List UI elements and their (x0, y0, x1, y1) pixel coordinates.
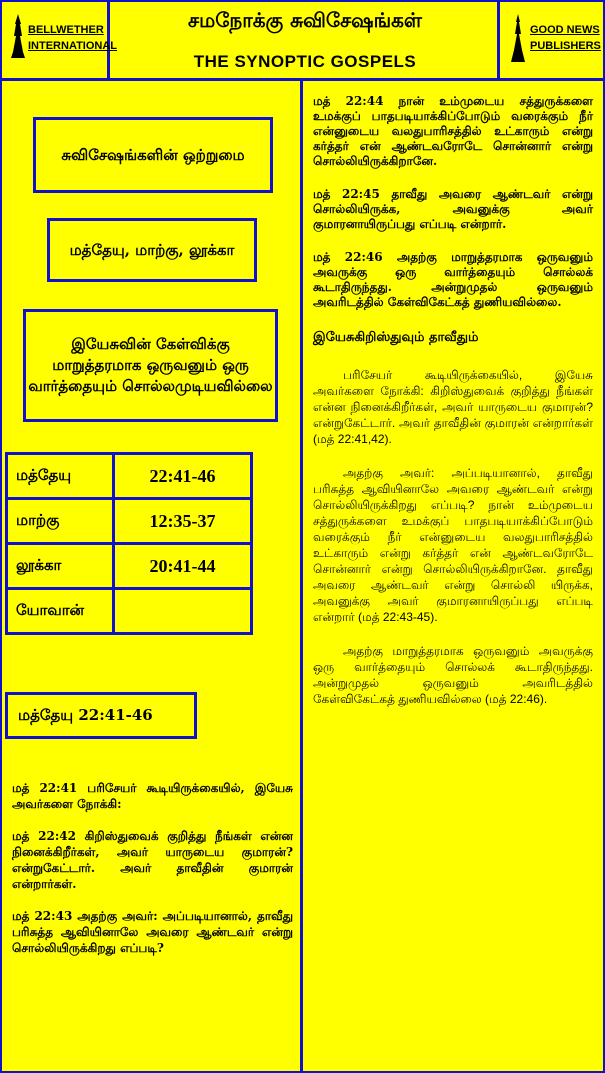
table-row (7, 589, 252, 634)
book-name: மாற்கு (7, 499, 114, 544)
title-box-unity (33, 117, 273, 193)
title-box-books (47, 218, 257, 282)
section-reference-box (5, 692, 197, 739)
verse-text: மத் 22:43 அதற்கு அவர்: அப்படியானால், தாவீது பரிசுத்த ஆவியினாலே அவரை ஆண்டவர் என்று சொல்லியிருக்கிறது எப்படி? (12, 909, 293, 955)
reference-cell: 20:41-44 (114, 544, 252, 589)
book-name: மத்தேயு (7, 454, 114, 499)
verse-text: மத் 22:42 கிறிஸ்துவைக் குறித்து நீங்கள் என்ன நினைக்கிறீர்கள், அவர் யாருடைய குமாரன்? என்றுகேட்டார். அவர் தாவீதின் குமாரன் என்றார்கள். (12, 829, 293, 891)
good-news-logo (497, 2, 603, 78)
reference-cell: 22:41-46 (114, 454, 252, 499)
tower-icon (510, 14, 526, 62)
verse-text: மத் 22:46 அதற்கு மாறுத்தரமாக ஒருவனும் அவருக்கு ஒரு வார்த்தையும் சொல்லக் கூடாதிருந்தது. அன்றுமுதல் ஒருவனும் அவரிடத்தில் கேள்விகேட்கத் துணியவில்லை. (313, 250, 593, 309)
title-box-unity-text: சுவிசேஷங்களின் ஒற்றுமை (61, 145, 245, 164)
table-row (7, 544, 252, 589)
book-name: யோவான் (7, 589, 114, 634)
bell-tower-icon (10, 14, 26, 58)
right-column (313, 94, 593, 725)
section-heading: இயேசுகிறிஸ்துவும் தாவீதும் (313, 330, 479, 345)
title-english: THE SYNOPTIC GOSPELS (193, 52, 417, 71)
verse-text: மத் 22:44 நான் உம்முடைய சத்துருக்களை உமக்குப் பாதபடியாக்கிப்போடும் வரைக்கும் நீர் என்னுடைய வலதுபாரிசத்தில் உட்காரும் என்று கர்த்தர் என் ஆண்டவரோடே சொன்னார் என்று சொல்லியிருக்கிறானே. (313, 94, 593, 168)
bellwether-logo (2, 2, 118, 78)
reference-table (5, 452, 253, 635)
reference-cell (114, 589, 252, 634)
column-divider (300, 81, 303, 1071)
header (2, 2, 603, 81)
good-news-logo-text: GOOD NEWS PUBLISHERS (530, 24, 601, 52)
reference-cell: 12:35-37 (114, 499, 252, 544)
section-reference: மத்தேயு 22:41-46 (18, 705, 153, 724)
left-verses (12, 780, 293, 972)
verse-text: மத் 22:45 தாவீது அவரை ஆண்டவர் என்று சொல்லியிருக்க, அவனுக்கு அவர் குமாரனாயிருப்பது எப்படி என்றார். (313, 187, 593, 231)
title-tamil: சமநோக்கு சுவிசேஷங்கள் (188, 8, 422, 32)
table-row (7, 499, 252, 544)
title-box-books-text: மத்தேயு, மாற்கு, லூக்கா (69, 240, 235, 259)
title-box-question-text: இயேசுவின் கேள்விக்கு மாறுத்தரமாக ஒருவனும் ஒரு வார்த்தையும் சொல்லமுடியவில்லை (28, 335, 273, 395)
narrative-paragraph: பரிசேயர் கூடியிருக்கையில், இயேசு அவர்களை நோக்கி: கிறிஸ்துவைக் குறித்து நீங்கள் என்ன நினைக்கிறீர்கள், அவர் யாருடைய குமாரன்? என்றுகேட்டார். அவர் தாவீதின் குமாரன் என்றார்கள் (மத் 22:41,42). (313, 368, 593, 446)
narrative-paragraph: அதற்கு மாறுத்தரமாக ஒருவனும் அவருக்கு ஒரு வார்த்தையும் சொல்லக் கூடாதிருந்தது. அன்றுமுதல் ஒருவனும் அவரிடத்தில் கேள்விகேட்கத் துணியவில்லை (மத் 22:46). (313, 644, 593, 706)
table-row (7, 454, 252, 499)
narrative-paragraph: அதற்கு அவர்: அப்படியானால், தாவீது பரிசுத்த ஆவியினாலே அவரை ஆண்டவர் என்று சொல்லியிருக்கிறது எப்படி? நான் உம்முடைய சத்துருக்களை உமக்குப் பாதபடியாக்கிப்போடும் வரைக்கும் நீர் என்னுடைய வலதுபாரிசத்தில் உட்காரும் என்று கர்த்தர் என் ஆண்டவரோடே சொன்னார் என்று சொல்லியிருக்கிறானே. தாவீது அவரை ஆண்டவர் என்று சொல்லி யிருக்க, அவனுக்கு அவர் குமாரனாயிருப்பது எப்படி என்றார் (மத் 22:43-45). (313, 466, 593, 624)
bellwether-logo-text: BELLWETHER INTERNATIONAL (28, 24, 118, 52)
book-name: லூக்கா (7, 544, 114, 589)
verse-text: மத் 22:41 பரிசேயர் கூடியிருக்கையில், இயேசு அவர்களை நோக்கி: (12, 781, 293, 811)
title-box-question (23, 309, 278, 422)
